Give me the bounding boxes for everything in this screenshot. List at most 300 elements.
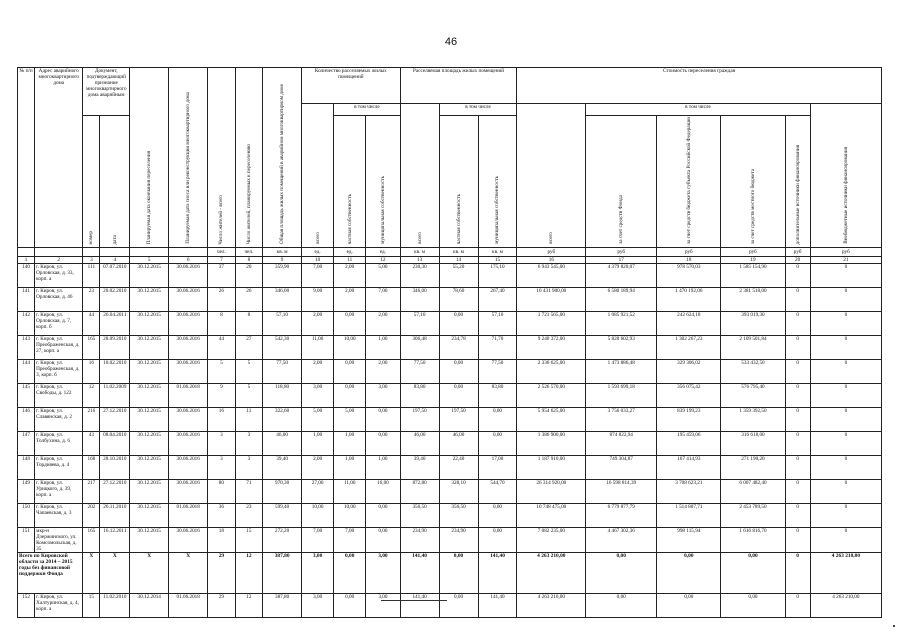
scan-mark [893,625,895,627]
cell-num: 216 [83,408,100,432]
cell-rm_p: 0,00 [334,553,366,594]
table-row [18,456,882,480]
column-number: 2 [35,257,83,264]
cell-res_p: 27 [235,336,262,360]
cell-addr: г. Киров, ул. Орловская, д. 7, корп. б [35,312,83,336]
cell-settle: 30.12.2015 [130,504,169,528]
cell-rm_m: 0,00 [366,408,400,432]
cell-c_s: 0,00 [657,594,721,618]
cell-num: 15 [83,594,100,618]
cell-ar_p: 0,00 [439,312,478,336]
cell-demol: 30.06.2016 [169,432,208,456]
cell-res_p: 23 [235,504,262,528]
cell-num: 44 [83,312,100,336]
cell-n: 143 [18,336,35,360]
cell-demol: 30.06.2016 [169,288,208,312]
cell-date: 10.02.2010 [100,360,130,384]
cell-n: 140 [18,264,35,288]
cell-ar_t: 197,50 [400,408,439,432]
cell-n: 141 [18,288,35,312]
col-header-rooms-including: в том числе [334,104,400,116]
cell-c_e: 0 [785,264,810,288]
cell-n: 147 [18,432,35,456]
table-row [18,264,882,288]
cell-ar_t: 346,00 [400,288,439,312]
col-header-area-including: в том числе [439,104,517,116]
cell-date: 11.02.2010 [100,594,130,618]
cell-rm_m: 0,00 [366,504,400,528]
table-row [18,288,882,312]
cell-c_t: 10 748 475,00 [517,504,586,528]
cell-c_f: 0,00 [586,594,657,618]
table-row [18,504,882,528]
cell-rm_t: 3,00 [302,384,334,408]
cell-ar_p: 328,10 [439,480,478,504]
cell-area: 346,00 [263,288,302,312]
cell-ar_m: 71,70 [478,336,517,360]
column-number: 12 [366,257,400,264]
cell-rm_m: 3,00 [366,384,400,408]
cell-addr: мкр-н Дзержинского, ул. Комсомольская, д. 35 [35,528,83,553]
unit-cell: руб [657,248,721,257]
column-number: 17 [586,257,657,264]
cell-c_l: 576 795,40 [721,384,785,408]
cell-addr: г. Киров, ул. Преображенская, д. 27, корп. а [35,336,83,360]
cell-c_e: 0 [785,594,810,618]
cell-c_x: 4 263 210,00 [810,553,881,594]
cell-c_l: 2 109 501,84 [721,336,785,360]
cell-num: 202 [83,504,100,528]
cell-rm_p: 0,00 [334,312,366,336]
cell-ar_p: 356,50 [439,504,478,528]
cell-ar_t: 234,90 [400,528,439,553]
cell-rm_m: 0,00 [366,432,400,456]
cell-rm_p: 1,00 [334,456,366,480]
cell-area: 118,80 [263,384,302,408]
cell-ar_m: 544,70 [478,480,517,504]
cell-demol: X [169,553,208,594]
cell-c_e: 0 [785,432,810,456]
cell-ar_p: 78,60 [439,288,478,312]
cell-c_t: 1 721 565,00 [517,312,586,336]
cell-rm_p: 10,00 [334,504,366,528]
cell-date: 27.12.2010 [100,480,130,504]
unit-cell: руб [810,248,881,257]
cell-c_l: 533 432,50 [721,360,785,384]
cell-c_f: 16 598 814,39 [586,480,657,504]
cell-rm_p: 2,00 [334,288,366,312]
cell-date: 07.07.2010 [100,264,130,288]
cell-c_l: 6 007 482,40 [721,480,785,504]
col-header-cost-extra: дополнительные источники финансирования [785,116,810,248]
cell-res_t: 29 [208,594,235,618]
col-header-residents-planned: Число жителей, планируемых к переселению [235,68,262,248]
cell-rm_t: 3,00 [302,553,334,594]
col-header-planned-settle: Планируемая дата окончания переселения [130,68,169,248]
cell-n: 145 [18,384,35,408]
cell-date: 20.02.2010 [100,288,130,312]
cell-c_x: 0 [810,336,881,360]
cell-c_t: 4 263 210,00 [517,594,586,618]
col-header-rooms-group: Количество расселяемых жилых помещений [302,68,401,104]
cell-ar_p: 197,50 [439,408,478,432]
cell-rm_p: 0,00 [334,360,366,384]
column-number: 6 [169,257,208,264]
cell-ar_m: 83,80 [478,384,517,408]
cell-n: 149 [18,480,35,504]
unit-cell: кв. м [439,248,478,257]
col-header-doc-number: номер [83,116,100,248]
cell-c_x: 0 [810,264,881,288]
cell-addr: г. Киров, ул. Урицкого, д. 39, корп. а [35,480,83,504]
cell-c_s: 998 115,94 [657,528,721,553]
cell-settle: 30.12.2015 [130,528,169,553]
column-number: 13 [400,257,439,264]
cell-rm_p: 10,00 [334,336,366,360]
cell-ar_t: 230,30 [400,264,439,288]
cell-res_p: 15 [235,528,262,553]
column-number: 3 [83,257,100,264]
cell-date: 08.04.2010 [100,432,130,456]
cell-ar_p: 0,00 [439,594,478,618]
cell-rm_t: 9,00 [302,288,334,312]
cell-num: 111 [83,264,100,288]
table-row [18,336,882,360]
cell-c_f: 5 828 602,93 [586,336,657,360]
cell-c_t: 26 314 920,00 [517,480,586,504]
cell-c_e: 0 [785,312,810,336]
cell-res_t: 26 [208,288,235,312]
cell-rm_m: 16,00 [366,480,400,504]
cell-date: 16.12.2011 [100,528,130,553]
cell-demol: 01.06.2018 [169,384,208,408]
cell-n: 150 [18,504,35,528]
col-header-num: № п/п [18,68,35,248]
unit-cell: чел. [208,248,235,257]
cell-ar_m: 0,00 [478,432,517,456]
cell-settle: 30.12.2015 [130,264,169,288]
cell-ar_m: 141,40 [478,553,517,594]
cell-c_x: 0 [810,408,881,432]
cell-c_e: 0 [785,456,810,480]
cell-rm_p: 0,00 [334,594,366,618]
cell-rm_t: 5,00 [302,408,334,432]
cell-res_t: 29 [208,553,235,594]
col-header-cost-total: всего [517,104,586,248]
cell-area: 387,80 [263,594,302,618]
unit-cell: руб [785,248,810,257]
cell-rm_t: 10,00 [302,504,334,528]
cell-n: 146 [18,408,35,432]
table-row [18,384,882,408]
cell-c_e: 0 [785,408,810,432]
cell-res_p: 20 [235,264,262,288]
col-header-address: Адрес аварийного многоквартирного дома [35,68,83,248]
cell-c_l: 0,00 [721,553,785,594]
cell-num: 16 [83,360,100,384]
cell-res_p: 5 [235,384,262,408]
unit-cell: кв. м [400,248,439,257]
cell-num: 23 [83,288,100,312]
cell-rm_m: 2,00 [366,312,400,336]
cell-date: 26.11.2010 [100,504,130,528]
column-number: 19 [721,257,785,264]
unit-cell: руб [721,248,785,257]
cell-c_f: 3 756 033,27 [586,408,657,432]
cell-ar_m: 77,50 [478,360,517,384]
cell-addr: г. Киров, ул. Орловская, д. 33, корп. а [35,264,83,288]
col-header-cost-fund: за счет средств Фонда [586,116,657,248]
cell-addr: г. Киров, ул. Преображенская, д. 3, корп. б [35,360,83,384]
cell-num: 165 [83,528,100,553]
cell-date: X [100,553,130,594]
cell-num: 12 [83,384,100,408]
units-row [18,248,882,257]
cell-addr: г. Киров, ул. Орловская, д. 46 [35,288,83,312]
col-header-total-area: Общая площадь жилых помещений в аварийном многоквартирном доме [263,68,302,248]
cell-ar_m: 141,40 [478,594,517,618]
cell-num: 43 [83,432,100,456]
cell-rm_m: 5,00 [366,264,400,288]
page-number: 46 [444,36,458,48]
cell-addr: г. Киров, ул. Свободы, д. 122 [35,384,83,408]
cell-c_l: 316 618,00 [721,432,785,456]
table-row [18,594,882,618]
cell-ar_p: 46,00 [439,432,478,456]
cell-num: X [83,553,100,594]
cell-rm_p: 7,00 [334,528,366,553]
cell-date: 26.04.2011 [100,312,130,336]
cell-c_s: 1 470 192,06 [657,288,721,312]
cell-date: 28.10.2010 [100,456,130,480]
unit-cell: руб [517,248,586,257]
cell-res_t: 3 [208,432,235,456]
col-header-rooms-municipal: муниципальная собственность [366,116,400,248]
table-row [18,432,882,456]
cell-ar_m: 267,40 [478,288,517,312]
unit-cell: кв. м [478,248,517,257]
cell-c_s: 167 414,93 [657,456,721,480]
cell-rm_t: 11,00 [302,336,334,360]
cell-ar_t: 39,40 [400,456,439,480]
cell-res_p: 12 [235,553,262,594]
cell-rm_t: 3,00 [302,594,334,618]
cell-ar_t: 141,40 [400,553,439,594]
cell-c_s: 242 624,18 [657,312,721,336]
cell-addr: г. Киров, ул. Чапаевская, д. 3 [35,504,83,528]
cell-ar_m: 17,00 [478,456,517,480]
cell-ar_t: 57,10 [400,312,439,336]
cell-demol: 01.06.2018 [169,504,208,528]
column-number: 4 [100,257,130,264]
cell-c_l: 0,00 [721,594,785,618]
cell-demol: 30.06.2016 [169,264,208,288]
cell-ar_p: 0,00 [439,384,478,408]
cell-ar_p: 0,00 [439,553,478,594]
cell-rm_p: 1,00 [334,432,366,456]
cell-c_t: 1 386 900,00 [517,432,586,456]
cell-demol: 30.06.2016 [169,408,208,432]
cell-settle: 30.12.2015 [130,312,169,336]
cell-c_s: 195 459,06 [657,432,721,456]
cell-ar_m: 0,00 [478,504,517,528]
cell-settle: X [130,553,169,594]
cell-c_f: 4 379 820,07 [586,264,657,288]
unit-cell: ед. [334,248,366,257]
cell-c_x: 0 [810,456,881,480]
cell-settle: 30.12.2015 [130,384,169,408]
cell-area: 599,40 [263,504,302,528]
cell-c_x: 0 [810,288,881,312]
col-header-cost-including: в том числе [586,104,811,116]
cell-area: 57,10 [263,312,302,336]
column-number: 7 [208,257,235,264]
cell-c_l: 393 019,30 [721,312,785,336]
column-number: 20 [785,257,810,264]
cell-c_t: 2 336 625,00 [517,360,586,384]
cell-rm_p: 5,00 [334,408,366,432]
cell-c_f: 1 593 699,18 [586,384,657,408]
cell-ar_p: 234,90 [439,528,478,553]
cell-area: 46,00 [263,432,302,456]
cell-c_f: 874 822,94 [586,432,657,456]
cell-ar_t: 872,80 [400,480,439,504]
cell-area: 39,40 [263,456,302,480]
cell-settle: 30.12.2015 [130,288,169,312]
cell-c_x: 0 [810,480,881,504]
cell-ar_p: 0,00 [439,360,478,384]
cell-date: 28.09.2010 [100,336,130,360]
cell-c_s: 0,00 [657,553,721,594]
cell-addr: г. Киров, ул. Тордияева, д. 4 [35,456,83,480]
col-header-area-municipal: муниципальная собственность [478,116,517,248]
column-number: 16 [517,257,586,264]
cell-addr: г. Киров, ул. Славянская, д. 2 [35,408,83,432]
cell-rm_p: 2,00 [334,264,366,288]
cell-addr: г. Киров, ул. Толбухина, д. 6 [35,432,83,456]
cell-rm_m: 3,00 [366,553,400,594]
cell-settle: 30.12.2015 [130,432,169,456]
cell-demol: 30.06.2016 [169,456,208,480]
column-number: 10 [302,257,334,264]
total-row [18,553,882,594]
cell-res_t: 18 [208,528,235,553]
cell-res_t: 37 [208,264,235,288]
cell-res_t: 36 [208,504,235,528]
cell-rm_t: 27,00 [302,480,334,504]
column-number: 11 [334,257,366,264]
cell-rm_p: 0,00 [334,384,366,408]
col-header-cost-group: Стоимость переселения граждан [517,68,882,104]
cell-c_l: 1 585 154,90 [721,264,785,288]
col-header-residents-total: Число жителей - всего [208,68,235,248]
cell-c_e: 0 [785,288,810,312]
cell-area: 387,80 [263,553,302,594]
cell-c_f: 749 304,87 [586,456,657,480]
col-header-rooms-total: всего [302,104,334,248]
cell-c_s: 839 199,23 [657,408,721,432]
table-row [18,312,882,336]
cell-num: 165 [83,336,100,360]
cell-c_s: 3 708 623,21 [657,480,721,504]
cell-res_p: 26 [235,288,262,312]
cell-res_p: 12 [235,594,262,618]
table-row [18,360,882,384]
table-row [18,480,882,504]
cell-date: 27.12.2010 [100,408,130,432]
cell-rm_t: 1,00 [302,432,334,456]
cell-ar_t: 46,00 [400,432,439,456]
cell-rm_m: 7,00 [366,288,400,312]
col-header-area-total: всего [400,104,439,248]
column-number: 1 [18,257,35,264]
cell-settle: 30.12.2015 [130,336,169,360]
cell-c_t: 2 526 570,00 [517,384,586,408]
cell-res_t: 80 [208,480,235,504]
cell-settle: 30.12.2015 [130,360,169,384]
unit-cell: руб [586,248,657,257]
cell-rm_t: 7,00 [302,528,334,553]
cell-rm_m: 1,00 [366,456,400,480]
unit-cell: ед. [302,248,334,257]
col-header-rooms-private: частная собственность [334,116,366,248]
cell-n: 151 [18,528,35,553]
cell-rm_t: 2,00 [302,456,334,480]
cell-c_x: 0 [810,384,881,408]
cell-c_s: 356 075,42 [657,384,721,408]
cell-demol: 30.06.2016 [169,360,208,384]
table-row [18,408,882,432]
cell-c_e: 0 [785,360,810,384]
cell-c_e: 0 [785,480,810,504]
cell-ar_t: 77,50 [400,360,439,384]
cell-c_x: 0 [810,528,881,553]
cell-c_e: 0 [785,336,810,360]
cell-ar_m: 57,10 [478,312,517,336]
cell-c_t: 5 954 625,00 [517,408,586,432]
cell-c_s: 329 306,02 [657,360,721,384]
cell-c_x: 0 [810,504,881,528]
cell-addr: г. Киров, ул. Халтуринская, д. 4, корп. а [35,594,83,618]
cell-ar_t: 356,50 [400,504,439,528]
cell-c_f: 6 779 877,79 [586,504,657,528]
cell-c_x: 0 [810,360,881,384]
cell-c_l: 1 359 392,50 [721,408,785,432]
col-header-cost-subject: за счет средств бюджета субъекта Российской Федерации [657,116,721,248]
cell-res_p: 5 [235,360,262,384]
cell-rm_t: 7,00 [302,264,334,288]
cell-demol: 01.06.2018 [169,594,208,618]
cell-c_x: 4 263 210,00 [810,594,881,618]
cell-settle: 30.12.2015 [130,456,169,480]
column-number: 14 [439,257,478,264]
cell-rm_t: 2,00 [302,312,334,336]
cell-date: 11.02.2009 [100,384,130,408]
cell-area: 359,90 [263,264,302,288]
col-header-cost-local: за счет средств местного бюджета [721,116,785,248]
column-number: 5 [130,257,169,264]
cell-c_l: 2 453 789,50 [721,504,785,528]
cell-res_t: 9 [208,384,235,408]
cell-n: 148 [18,456,35,480]
cell-c_l: 1 616 816,70 [721,528,785,553]
cell-rm_m: 0,00 [366,528,400,553]
cell-rm_m: 3,00 [366,594,400,618]
cell-res_t: 5 [208,360,235,384]
cell-res_p: 3 [235,456,262,480]
cell-res_p: 3 [235,432,262,456]
cell-res_p: 71 [235,480,262,504]
